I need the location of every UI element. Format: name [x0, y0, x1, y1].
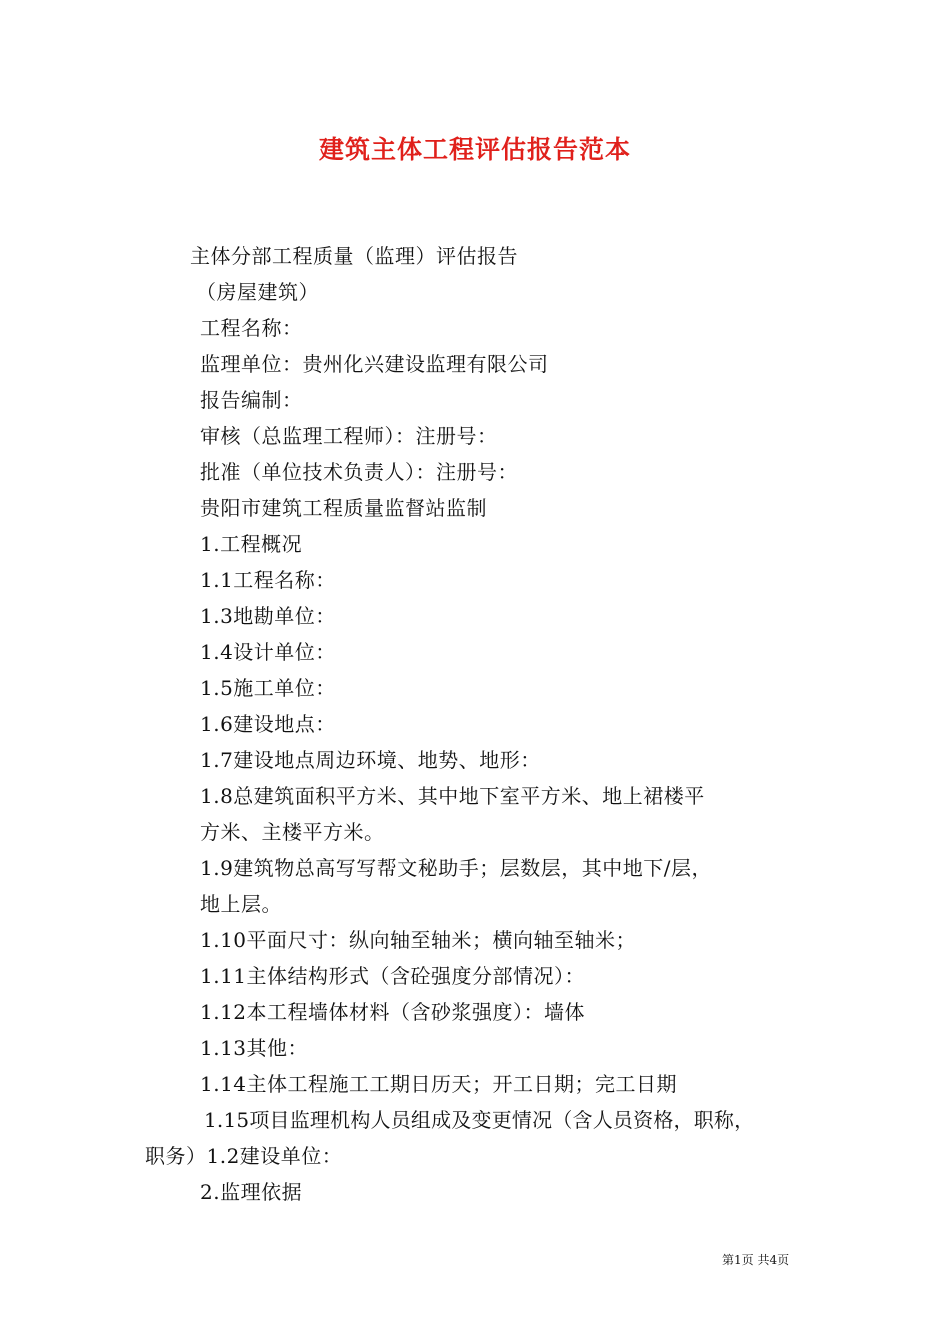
- document-title: 建筑主体工程评估报告范本: [318, 135, 631, 164]
- review-line: 审核（总监理工程师）：注册号：: [200, 424, 498, 448]
- list-item: 1.15项目监理机构人员组成及变更情况（含人员资格，职称，: [204, 1108, 755, 1132]
- list-item: 1.1工程名称：: [200, 568, 336, 592]
- section-heading: 2.监理依据: [200, 1180, 303, 1204]
- supervision-unit-line: 监理单位：贵州化兴建设监理有限公司: [200, 352, 549, 376]
- report-heading: 主体分部工程质量（监理）评估报告: [190, 244, 518, 268]
- list-item-continued: 方米、主楼平方米。: [200, 820, 385, 844]
- list-item-continued: 地上层。: [200, 892, 282, 916]
- report-subtitle: （房屋建筑）: [196, 280, 319, 304]
- list-item: 1.12本工程墙体材料（含砂浆强度）：墙体: [200, 1000, 586, 1024]
- report-compiler-line: 报告编制：: [200, 388, 303, 412]
- page-number-footer: 第1页 共4页: [722, 1253, 790, 1267]
- list-item: 1.13其他：: [200, 1036, 309, 1060]
- list-item: 1.14主体工程施工工期日历天；开工日期；完工日期: [200, 1072, 678, 1096]
- list-item: 1.10平面尺寸：纵向轴至轴米；横向轴至轴米；: [200, 928, 637, 952]
- list-item-continued: 职务）1.2建设单位：: [145, 1144, 343, 1168]
- list-item: 1.11主体结构形式（含砼强度分部情况）：: [200, 964, 586, 988]
- section-heading: 1.工程概况: [200, 532, 303, 556]
- list-item: 1.3地勘单位：: [200, 604, 336, 628]
- list-item: 1.8总建筑面积平方米、其中地下室平方米、地上裙楼平: [200, 784, 705, 808]
- approval-line: 批准（单位技术负责人）：注册号：: [200, 460, 518, 484]
- supervisor-station-line: 贵阳市建筑工程质量监督站监制: [200, 496, 487, 520]
- list-item: 1.7建设地点周边环境、地势、地形：: [200, 748, 541, 772]
- list-item: 1.9建筑物总高写写帮文秘助手；层数层，其中地下/层，: [200, 856, 713, 880]
- list-item: 1.4设计单位：: [200, 640, 336, 664]
- list-item: 1.6建设地点：: [200, 712, 336, 736]
- list-item: 1.5施工单位：: [200, 676, 336, 700]
- project-name-line: 工程名称：: [200, 316, 303, 340]
